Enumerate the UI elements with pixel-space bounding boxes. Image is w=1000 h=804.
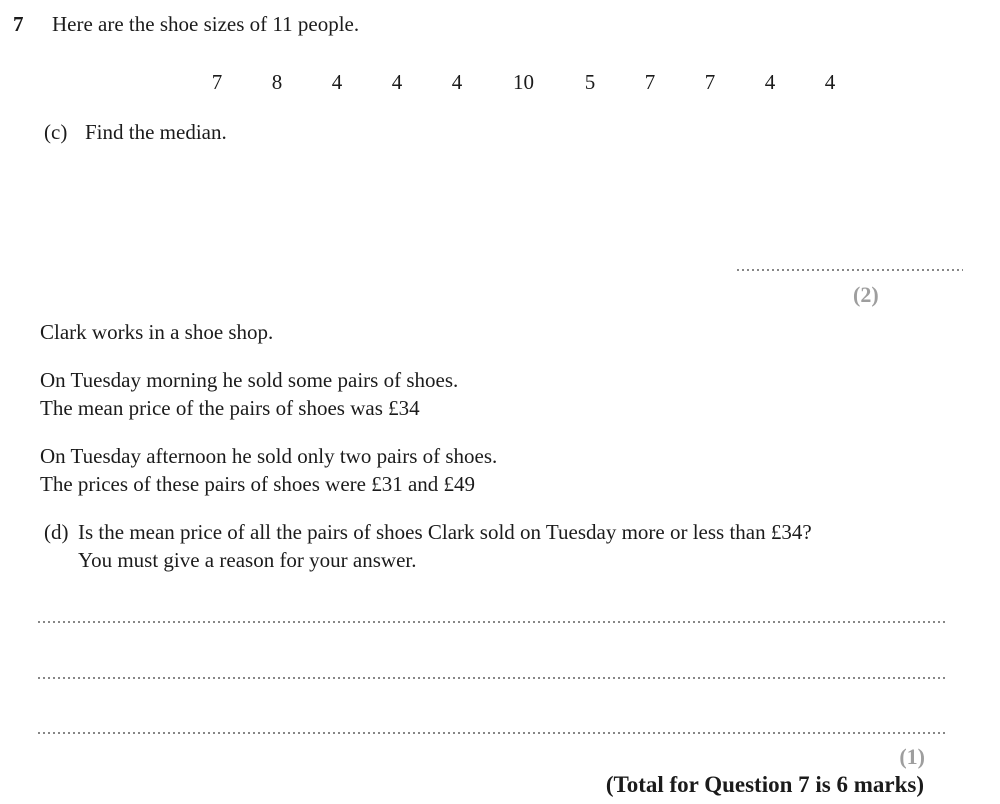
part-d-marks-badge: (1): [899, 744, 925, 769]
part-c-prompt: Find the median.: [85, 120, 227, 144]
part-c-answer-line: [737, 269, 963, 271]
part-c-marks-badge: (2): [853, 282, 879, 307]
shoe-sizes-row: [187, 70, 860, 95]
part-d-answer-line: [38, 732, 948, 734]
question-number: 7: [13, 12, 24, 36]
shoe-size-value: 10: [513, 70, 534, 94]
shoe-size-value: 5: [584, 70, 596, 94]
part-c-prompt-line: [44, 120, 227, 145]
shoe-size-value: 7: [644, 70, 656, 94]
part-d-answer-line: [38, 621, 948, 623]
part-d-prompt-line: [44, 520, 812, 545]
context-line: On Tuesday morning he sold some pairs of shoes.: [40, 368, 459, 392]
context-line: Clark works in a shoe shop.: [40, 320, 274, 344]
part-c-label: (c): [44, 120, 68, 144]
shoe-size-value: 4: [764, 70, 776, 94]
question-intro-text: Here are the shoe sizes of 11 people.: [52, 12, 360, 36]
shoe-size-value: 4: [391, 70, 403, 94]
shoe-size-value: 4: [451, 70, 463, 94]
part-d-prompt-line2: You must give a reason for your answer.: [78, 548, 417, 572]
part-d-answer-line: [38, 677, 948, 679]
shoe-size-value: 7: [211, 70, 223, 94]
context-line: On Tuesday afternoon he sold only two pairs of shoes.: [40, 444, 498, 468]
shoe-size-value: 8: [271, 70, 283, 94]
part-d-prompt-line1: Is the mean price of all the pairs of shoes Clark sold on Tuesday more or less than £34?: [78, 520, 812, 544]
shoe-size-value: 7: [704, 70, 716, 94]
shoe-size-value: 4: [331, 70, 343, 94]
part-d-label: (d): [44, 520, 69, 544]
context-line: The prices of these pairs of shoes were £31 and £49: [40, 472, 476, 496]
shoe-size-value: 4: [824, 70, 836, 94]
context-line: The mean price of the pairs of shoes was £34: [40, 396, 420, 420]
question-total-marks: (Total for Question 7 is 6 marks): [605, 772, 924, 797]
